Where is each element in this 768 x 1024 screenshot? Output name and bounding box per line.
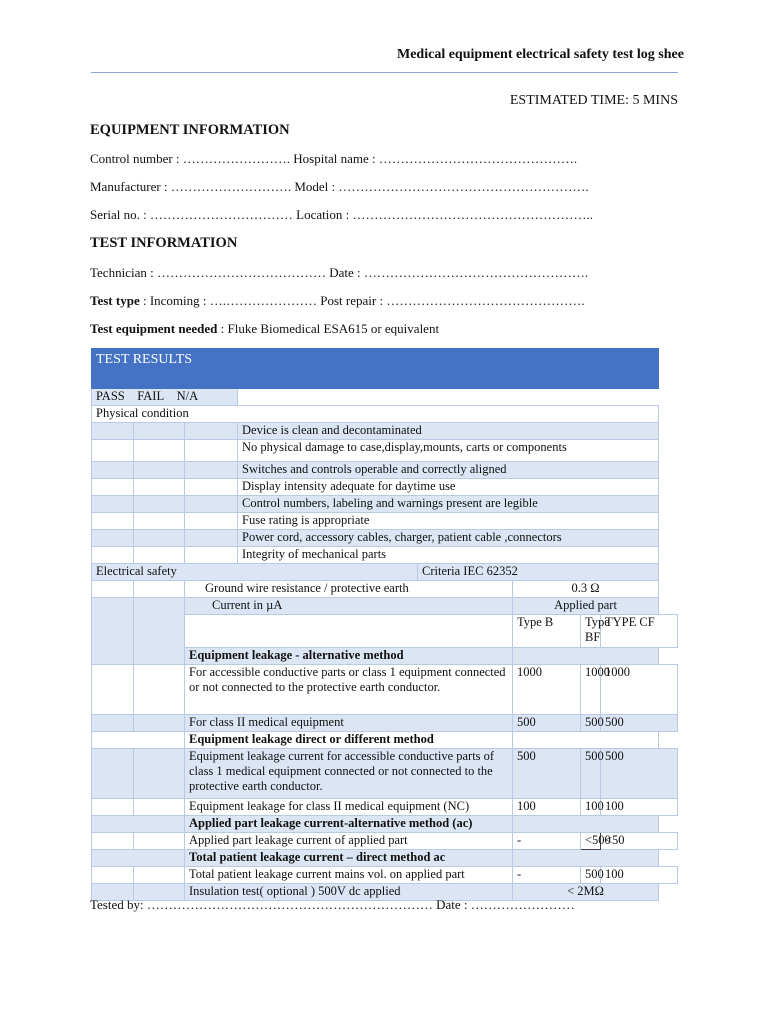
na-cell[interactable] <box>185 513 238 530</box>
type-cf-value: 100 <box>601 799 678 816</box>
estimated-time: ESTIMATED TIME: 5 MINS <box>509 93 678 108</box>
leakage-label: Applied part leakage current of applied part <box>185 833 513 850</box>
control-hospital-line: Control number : ……………………. Hospital name : ………………………………………. <box>90 151 578 166</box>
na-cell[interactable] <box>185 496 238 513</box>
technician-line: Technician : ………………………………… Date : ……………………………………………. <box>90 265 589 280</box>
document-title: Medical equipment electrical safety test log shee <box>397 47 684 62</box>
pass-fail-header-row <box>92 389 678 406</box>
ground-wire-row <box>92 581 678 598</box>
pass-cell[interactable] <box>92 479 134 496</box>
equipment-heading: EQUIPMENT INFORMATION <box>90 122 290 138</box>
section-row <box>92 816 678 833</box>
section-spacer <box>92 732 185 749</box>
pass-cell[interactable] <box>92 749 134 799</box>
test-info-heading: TEST INFORMATION <box>90 235 238 251</box>
fail-cell[interactable] <box>134 665 185 715</box>
leakage-row <box>92 833 678 850</box>
fail-cell[interactable] <box>134 423 185 440</box>
leakage-label: Equipment leakage for class II medical equipment (NC) <box>185 799 513 816</box>
physical-item-row <box>92 440 678 462</box>
pass-cell[interactable] <box>92 833 134 850</box>
type-bf-header: Type BF <box>581 615 601 648</box>
leakage-label: Equipment leakage current for accessible conductive parts of class 1 medical equipment connected or not connected to the protective earth conductor. <box>185 749 513 799</box>
physical-item-label: Device is clean and decontaminated <box>238 423 659 440</box>
physical-item-row <box>92 496 678 513</box>
type-row-spacer <box>185 615 513 648</box>
section-label: Total patient leakage current – direct method ac <box>185 850 513 867</box>
pass-cell[interactable] <box>92 581 134 598</box>
pass-cell[interactable] <box>92 440 134 462</box>
physical-item-label: No physical damage to case,display,mounts, carts or components <box>238 440 659 462</box>
fail-cell[interactable] <box>134 479 185 496</box>
fail-cell[interactable] <box>134 799 185 816</box>
physical-item-label: Integrity of mechanical parts <box>238 547 659 564</box>
na-cell[interactable] <box>185 530 238 547</box>
header-rule <box>91 72 678 73</box>
physical-condition-row <box>92 406 678 423</box>
electrical-safety-label: Electrical safety <box>92 564 418 581</box>
type-cf-value: 500 <box>601 749 678 799</box>
physical-item-label: Display intensity adequate for daytime use <box>238 479 659 496</box>
insulation-label: Insulation test( optional ) 500V dc applied <box>185 884 513 901</box>
type-b-value: 100 <box>513 799 581 816</box>
physical-item-row <box>92 530 678 547</box>
type-cf-header: TYPE CF <box>601 615 678 648</box>
leakage-row <box>92 867 678 884</box>
section-row <box>92 732 678 749</box>
na-cell[interactable] <box>185 462 238 479</box>
section-spacer <box>513 648 659 665</box>
leakage-label: For accessible conductive parts or class 1 equipment connected or not connected to the protective earth conductor. <box>185 665 513 715</box>
ground-wire-value: 0.3 Ω <box>513 581 659 598</box>
fail-cell[interactable] <box>134 547 185 564</box>
insulation-value: < 2MΩ <box>513 884 659 901</box>
section-spacer <box>92 850 185 867</box>
type-b-value: - <box>513 833 581 850</box>
pass-cell[interactable] <box>92 665 134 715</box>
type-bf-value: 500 <box>581 749 601 799</box>
pass-cell[interactable] <box>92 547 134 564</box>
pass-cell[interactable] <box>92 423 134 440</box>
pass-fail-na-header <box>92 389 238 406</box>
tested-by-line: Tested by: ………………………………………………………… Date : …………………… <box>90 897 575 912</box>
physical-item-row <box>92 547 678 564</box>
test-type-value: : Incoming : ….………………… Post repair : ………………………………………. <box>139 293 585 308</box>
physical-item-label: Switches and controls operable and correctly aligned <box>238 462 659 479</box>
na-cell[interactable] <box>185 479 238 496</box>
pass-cell[interactable] <box>92 598 134 665</box>
section-spacer <box>513 850 659 867</box>
leakage-row <box>92 665 678 715</box>
test-equipment-line <box>90 321 439 337</box>
section-spacer <box>513 732 659 749</box>
results-banner-row <box>92 349 678 389</box>
type-b-value: 1000 <box>513 665 581 715</box>
physical-condition-label: Physical condition <box>92 406 659 423</box>
applied-part-label: Applied part <box>513 598 659 615</box>
fail-cell[interactable] <box>134 530 185 547</box>
pass-label: PASS <box>96 389 125 403</box>
na-cell[interactable] <box>185 440 238 462</box>
section-label: Equipment leakage - alternative method <box>185 648 513 665</box>
physical-item-label: Fuse rating is appropriate <box>238 513 659 530</box>
physical-item-label: Control numbers, labeling and warnings present are legible <box>238 496 659 513</box>
results-banner: TEST RESULTS <box>92 349 659 389</box>
pass-cell[interactable] <box>92 513 134 530</box>
type-bf-value: 100 <box>581 799 601 816</box>
type-b-value: 500 <box>513 749 581 799</box>
fail-cell[interactable] <box>134 462 185 479</box>
section-spacer <box>513 816 659 833</box>
physical-item-row <box>92 423 678 440</box>
type-b-header: Type B <box>513 615 581 648</box>
current-label: Current in µA <box>185 598 513 615</box>
type-cf-value: 500 <box>601 715 678 732</box>
fail-label: FAIL <box>137 389 165 403</box>
pass-cell[interactable] <box>92 799 134 816</box>
test-results-table <box>91 348 678 901</box>
current-row <box>92 598 678 615</box>
pass-cell[interactable] <box>92 530 134 547</box>
test-type-label: Test type <box>90 293 140 308</box>
type-bf-value: 1000 <box>581 665 601 715</box>
test-equipment-label: Test equipment needed <box>90 321 218 336</box>
leakage-row <box>92 799 678 816</box>
type-cf-value: <50 <box>601 833 678 850</box>
fail-cell[interactable] <box>134 496 185 513</box>
leakage-row <box>92 749 678 799</box>
physical-item-row <box>92 462 678 479</box>
ground-wire-label: Ground wire resistance / protective earth <box>185 581 513 598</box>
leakage-label: Total patient leakage current mains vol. on applied part <box>185 867 513 884</box>
header-spacer <box>238 389 659 406</box>
type-bf-value: 500 <box>581 867 601 884</box>
test-type-line <box>90 293 585 309</box>
type-cf-value: 100 <box>601 867 678 884</box>
electrical-safety-row <box>92 564 678 581</box>
criteria-label: Criteria IEC 62352 <box>418 564 659 581</box>
physical-item-label: Power cord, accessory cables, charger, patient cable ,connectors <box>238 530 659 547</box>
type-cf-value: 1000 <box>601 665 678 715</box>
pass-cell[interactable] <box>92 715 134 732</box>
leakage-label: For class II medical equipment <box>185 715 513 732</box>
pass-cell[interactable] <box>92 867 134 884</box>
serial-location-line: Serial no. : …………………………… Location : ……………………………………………….. <box>90 207 594 222</box>
fail-cell[interactable] <box>134 581 185 598</box>
type-b-value: - <box>513 867 581 884</box>
manufacturer-model-line: Manufacturer : ………………………. Model : …………………………………………………. <box>90 179 589 194</box>
test-equipment-value: : Fluke Biomedical ESA615 or equivalent <box>217 321 440 336</box>
na-cell[interactable] <box>185 547 238 564</box>
physical-item-row <box>92 479 678 496</box>
section-row <box>92 850 678 867</box>
section-spacer <box>92 816 185 833</box>
physical-item-row <box>92 513 678 530</box>
leakage-row <box>92 715 678 732</box>
fail-cell[interactable] <box>134 513 185 530</box>
fail-cell[interactable] <box>134 749 185 799</box>
na-label: N/A <box>176 389 199 403</box>
section-label: Applied part leakage current-alternative method (ac) <box>185 816 513 833</box>
pass-cell[interactable] <box>92 462 134 479</box>
fail-cell[interactable] <box>134 867 185 884</box>
na-cell[interactable] <box>185 423 238 440</box>
type-bf-value: 500 <box>581 715 601 732</box>
fail-cell[interactable] <box>134 440 185 462</box>
fail-cell[interactable] <box>134 598 185 665</box>
fail-cell[interactable] <box>134 833 185 850</box>
section-label: Equipment leakage direct or different method <box>185 732 513 749</box>
fail-cell[interactable] <box>134 715 185 732</box>
type-b-value: 500 <box>513 715 581 732</box>
type-bf-value: <500 <box>581 833 601 850</box>
pass-cell[interactable] <box>92 496 134 513</box>
